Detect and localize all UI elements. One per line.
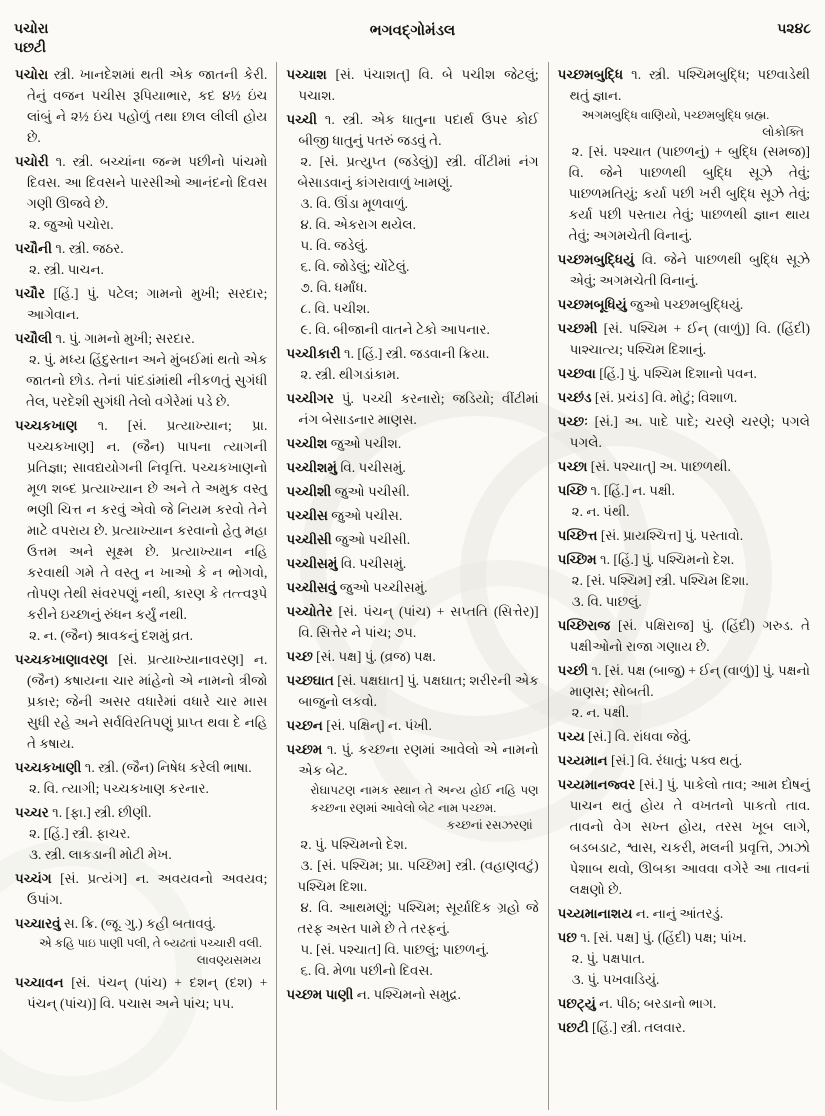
- entry-sense: ૨. ન. પક્ષી.: [571, 705, 629, 720]
- entry-first-line: પચૌલી ૧. પું. ગામનો મુખી; સરદાર.: [15, 331, 195, 346]
- dictionary-entry: [558, 525, 810, 546]
- dictionary-entry: [558, 387, 810, 408]
- entry-first-line: પચોરી ૧. સ્ત્રી. બચ્ચાંના જન્મ પછીનો પાંચમો દિવસ. આ દિવસને પારસીઓ આનંદનો દિવસ ગણી ઊજવે છે.: [15, 154, 268, 211]
- dictionary-entry: [15, 757, 267, 799]
- dictionary-entry: [558, 363, 810, 384]
- entry-headword: પચ્છમ: [286, 742, 323, 757]
- entry-sense: ૩. વિ. ઊંડા મૂળવાળું.: [300, 196, 409, 211]
- entry-first-line: પચ્ય [સં.] વિ. રાંધવા જેવું.: [557, 729, 692, 744]
- entry-headword: પચ્છમબુદ્ધિ: [557, 67, 624, 82]
- dictionary-entry: [286, 601, 538, 643]
- entry-headword: પચોરી: [15, 154, 49, 169]
- entry-headword: પચ્યમાનજ્વર: [557, 777, 636, 792]
- dictionary-entry: [558, 903, 810, 924]
- dictionary-entry: [286, 984, 538, 1005]
- dictionary-entry: [286, 646, 538, 667]
- entry-headword: પચ્છઃ: [557, 414, 588, 429]
- entry-first-line: પચ્ચર ૧. [ફા.] સ્ત્રી. છીણી.: [15, 805, 152, 820]
- entry-first-line: પચ્છિમ ૧. [હિં.] પું. પશ્ચિમનો દેશ.: [557, 552, 735, 567]
- entry-sense: ૩. વિ. પાછલું.: [571, 594, 642, 609]
- dictionary-entry: [558, 774, 810, 900]
- entry-first-line: પચ્ચીશી જુઓ પચીસી.: [286, 484, 410, 499]
- entry-first-line: પચ્છવા [હિં.] પું. પશ્ચિમ દિશાનો પવન.: [557, 366, 757, 381]
- entry-first-line: પચૌની ૧. સ્ત્રી. જઠર.: [15, 241, 124, 256]
- entry-first-line: પચ્ચંગ [સં. પ્રત્યંગ] ન. અવયવનો અવયવ; ઉપાંગ.: [15, 871, 268, 907]
- dictionary-entry: [15, 415, 267, 646]
- entry-headword: પચ્ચાવન: [15, 975, 64, 990]
- entry-sense: ૩. પું. પખવાડિયું.: [571, 972, 660, 987]
- entry-sense: ૩. [સં. પશ્ચિમ; પ્રા. પચ્છિમ] સ્ત્રી. (વહાણવટું) પશ્ચિમ દિશા.: [297, 858, 539, 894]
- entry-headword: પચ્છમબૂધિયું: [557, 297, 627, 312]
- entry-first-line: પચ્છિરાજ [સં. પક્ષિરાજ] પું. (હિંદી) ગરુડ. તે પક્ષીઓનો રાજા ગણાય છે.: [557, 618, 810, 654]
- dictionary-entry: [558, 726, 810, 747]
- entry-headword: પચૌલી: [15, 331, 53, 346]
- dictionary-entry: [15, 913, 267, 969]
- entry-first-line: પચ્ચકખાણી ૧. સ્ત્રી. (જૈન) નિષેધ કરેલી ભાષા.: [15, 760, 252, 775]
- entry-headword: પચ્છા: [557, 459, 588, 474]
- dictionary-entry: [558, 249, 810, 291]
- entry-first-line: પચૌર [હિં.] પું. પટેલ; ગામનો મુખી; સરદાર; આગેવાન.: [15, 286, 268, 322]
- entry-first-line: પચ્છા [સં. પશ્ચાત્] અ. પાછળથી.: [557, 459, 731, 474]
- entry-headword: પચ્છ: [286, 649, 313, 664]
- entry-first-line: પચ્ચાશ [સં. પંચાશત્] વિ. બે પચીશ જેટલું; પચાશ.: [286, 67, 539, 103]
- entry-headword: પચ્ચારવું: [15, 916, 61, 931]
- entry-headword: પચ્ચાશ: [286, 67, 327, 82]
- entry-headword: પછ: [557, 930, 577, 945]
- entry-headword: પચૌની: [15, 241, 52, 256]
- dictionary-entry: [286, 64, 538, 106]
- entry-sense: ૬. વિ. મેળા પછીનો દિવસ.: [300, 963, 433, 978]
- entry-headword: પચ્છિરાજ: [557, 618, 611, 633]
- dictionary-entry: [558, 411, 810, 453]
- entry-headword: પચ્છી: [557, 663, 588, 678]
- entry-headword: પચ્ચીસમું: [286, 556, 338, 571]
- guide-words: [14, 20, 144, 58]
- dictionary-entry: [286, 505, 538, 526]
- entry-headword: પચ્ય: [557, 729, 585, 744]
- dictionary-entry: [286, 529, 538, 550]
- entry-first-line: પચ્ચીશમું વિ. પચીસમું.: [286, 460, 406, 475]
- entry-first-line: પચ્ચીસમું વિ. પચીસમું.: [286, 556, 407, 571]
- entry-first-line: પચ્યમાનાશય ન. નાનું આંતરડું.: [557, 906, 724, 921]
- entry-headword: પચોરા: [15, 67, 49, 82]
- entry-first-line: પચ્છમબુદ્ધિયું વિ. જેને પાછળથી બુદ્ધિ સૂઝે એવું; અગમચેતી વિનાનું.: [557, 252, 810, 288]
- dictionary-entry: [15, 283, 267, 325]
- entry-sense: ૮. વિ. પચીશ.: [300, 301, 370, 316]
- entry-headword: પચ્છવા: [557, 366, 596, 381]
- entry-first-line: પછટ્યું ન. પીઠ; બરડાનો ભાગ.: [557, 996, 717, 1011]
- entry-sense: ૨. [સં. પ્રત્યુપ્ત (જડેલું)] સ્ત્રી. વીંટીમાં નંગ બેસાડવાનું કાંગરાવાળું ખામણું.: [297, 154, 539, 190]
- dictionary-entry: [15, 972, 267, 1014]
- entry-first-line: પચ્ચી ૧. સ્ત્રી. એક ધાતુના પદાર્થ ઉપર કોઈ બીજી ધાતુનું પતરું જડવું તે.: [286, 112, 539, 148]
- entry-first-line: પચ્છન [સં. પક્ષિન્] ન. પંખી.: [286, 718, 432, 733]
- entry-first-line: પચ્યમાન [સં.] વિ. રંધાતું; પક્વ થતું.: [557, 753, 743, 768]
- dictionary-entry: [15, 238, 267, 280]
- entry-first-line: પચ્છમબુદ્ધિ ૧. સ્ત્રી. પશ્ચિમબુદ્ધિ; પછવાડેથી થતું જ્ઞાન.: [557, 67, 810, 103]
- entry-headword: પચ્છિમ: [557, 552, 597, 567]
- entry-first-line: પચ્છંડ [સં. પ્રચંડ] વિ. મોટું; વિશાળ.: [557, 390, 738, 405]
- dictionary-entry: [558, 456, 810, 477]
- dictionary-entry: [286, 739, 538, 981]
- entry-first-line: પચ્ચીસવું જુઓ પચ્ચીસમું.: [286, 580, 428, 595]
- entry-first-line: પચ્ચીગર પું. પચ્ચી કરનારો; જડિયો; વીંટીમાં નંગ બેસાડનાર માણસ.: [286, 391, 539, 427]
- entry-attribution: લાવણ્યસમય: [196, 953, 262, 967]
- dictionary-entry: [15, 328, 267, 412]
- entry-headword: પચ્છંડ: [557, 390, 592, 405]
- entry-sense: ૫. [સં. પશ્ચાત] વિ. પાછલું; પાછળનું.: [300, 942, 489, 957]
- entry-headword: પચ્ચકખાણાવરણ: [15, 652, 108, 667]
- dictionary-entry: [286, 553, 538, 574]
- entry-sense: ૨. [સં. પશ્ચિમ] સ્ત્રી. પશ્ચિમ દિશા.: [571, 573, 749, 588]
- entry-first-line: પચ્છમબૂધિયું જુઓ પચ્છમબુદ્ધિયું.: [557, 297, 744, 312]
- entry-headword: પચ્છમી: [557, 321, 598, 336]
- page-number: ૫૨૪૮: [777, 22, 811, 37]
- dictionary-entry: [15, 151, 267, 235]
- dictionary-entry: [15, 649, 267, 754]
- dictionary-entry: [286, 457, 538, 478]
- entry-headword: પચ્ચોતેર: [286, 604, 333, 619]
- column-3: [548, 62, 819, 1110]
- dictionary-entry: [286, 388, 538, 430]
- entry-headword: પચ્છઘાત: [286, 673, 334, 688]
- dictionary-entry: [558, 549, 810, 612]
- entry-sense: ૩. સ્ત્રી. લાકડાની મોટી મેખ.: [29, 847, 172, 862]
- entry-quote: અગમબુદ્ધિ વાણિયો, પચ્છમબુદ્ધિ બ્રહ્મ.: [581, 108, 770, 122]
- entry-sense: ૬. વિ. જોડેલું; ચોંટેલું.: [300, 259, 410, 274]
- entry-first-line: પછટી [હિં.] સ્ત્રી. તલવાર.: [557, 1020, 686, 1035]
- entry-headword: પછટ્યું: [557, 996, 596, 1011]
- dictionary-entry: [286, 433, 538, 454]
- entry-first-line: પચ્છમી [સં. પશ્ચિમ + ઈન્ (વાળું)] વિ. (હિંદી) પાશ્ચાત્ય; પશ્ચિમ દિશાનું.: [557, 321, 810, 357]
- entry-headword: પચ્ચીગર: [286, 391, 334, 406]
- dictionary-entry: [558, 615, 810, 657]
- dictionary-entry: [15, 802, 267, 865]
- entry-sense: ૨. ન. (જૈન) શ્રાવકનું દશમું વ્રત.: [29, 628, 193, 643]
- entry-sense: ૯. વિ. બીજાની વાતને ટેકો આપનાર.: [300, 322, 490, 337]
- dictionary-entry: [558, 993, 810, 1014]
- entry-headword: પચ્ચીકારી: [286, 346, 341, 361]
- entry-sense: ૨. પું. પક્ષપાત.: [571, 951, 645, 966]
- column-1: [6, 62, 276, 1110]
- entry-first-line: પચ્ચારવું સ. ક્રિ. (જૂ. ગુ.) કહી બતાવવું.: [15, 916, 216, 931]
- entry-first-line: પચોરા સ્ત્રી. ખાનદેશમાં થતી એક જાતની કેરી. તેનું વજન પચીસ રૂપિયાભાર, કદ ૪½ ઇંચ લાંબું ને ૨½ ઇંચ પહોળું તથા છાલ લીલી હોય છે.: [15, 67, 268, 145]
- entry-first-line: પચ્છમ ૧. પું. કચ્છના રણમાં આવેલો એ નામનો એક બેટ.: [286, 742, 539, 778]
- dictionary-entry: [15, 868, 267, 910]
- entry-headword: પચ્ચીસ: [286, 508, 328, 523]
- dictionary-entry: [558, 318, 810, 360]
- guide-word-top: પચોરા: [14, 22, 49, 37]
- entry-first-line: પચ્છિ ૧. [હિં.] ન. પક્ષી.: [557, 483, 675, 498]
- entry-sense: ૨. ન. પંથી.: [571, 504, 630, 519]
- entry-headword: પછટી: [557, 1020, 589, 1035]
- dictionary-entry: [558, 750, 810, 771]
- dictionary-entry: [558, 660, 810, 723]
- entry-first-line: પચ્ચોતેર [સં. પંચન્ (પાંચ) + સપ્તતિ (સિત્તેર)] વિ. સિત્તેર ને પાંચ; ૭૫.: [286, 604, 539, 640]
- text-columns: [6, 62, 819, 1110]
- dictionary-entry: [558, 480, 810, 522]
- entry-headword: પચ્યમાન: [557, 753, 608, 768]
- entry-sense: ૪. વિ. આથમણું; પશ્ચિમ; સૂર્યાદિક ગ્રહો જે તરફ અસ્ત પામે છે તે તરફનું.: [297, 900, 539, 936]
- entry-sense: ૨. પું. મધ્ય હિંદુસ્તાન અને મુંબઈમાં થતો એક જાતનો છોડ. તેનાં પાંદડાંમાંથી નીકળતું સુગંધી તેલ, પરદેશી સુગંધી તેલો વગેરેમાં પડે છે.: [26, 352, 268, 409]
- entry-headword: પચ્ચીસી: [286, 532, 332, 547]
- entry-first-line: પછ ૧. [સં. પક્ષ] પું. (હિંદી) પક્ષ; પાંખ.: [557, 930, 747, 945]
- entry-first-line: પચ્ચીશ જુઓ પચીશ.: [286, 436, 402, 451]
- entry-first-line: પચ્છિત્ત [સં. પ્રાયશ્ચિત્ત] પું. પસ્તાવો.: [557, 528, 744, 543]
- entry-quote: એ કહિ પાઇ પાણી પલી, તે બ્યઢતાં પચ્ચારી વલી.: [39, 936, 262, 950]
- entry-headword: પચ્ચર: [15, 805, 49, 820]
- dictionary-entry: [558, 1017, 810, 1038]
- entry-headword: પચ્યમાનાશય: [557, 906, 633, 921]
- entry-headword: પચૌર: [15, 286, 46, 301]
- entry-sense: ૨. [હિં.] સ્ત્રી. ફાચર.: [29, 826, 131, 841]
- entry-sense: ૨. વિ. ત્યાગી; પચ્ચકખાણ કરનાર.: [29, 781, 209, 796]
- entry-headword: પચ્ચીસવું: [286, 580, 337, 595]
- entry-headword: પચ્ચીશી: [286, 484, 332, 499]
- dictionary-entry: [286, 670, 538, 712]
- entry-first-line: પચ્ચીસ જુઓ પચીસ.: [286, 508, 403, 523]
- entry-first-line: પચ્યમાનજ્વર [સં.] પું. પાકેલો તાવ; આમ દોષનું પાચન થતું હોય તે વખતનો પાકતો તાવ. તાવનો વેગ સખ્ત હોય, તરસ ખૂબ લાગે, બડબડાટ, શ્વાસ, ચકરી, મલની પ્રવૃત્તિ, ઝાઝો પેશાબ થવો, ઊબકા આવવા વગેરે આ તાવનાં લક્ષણો છે.: [557, 777, 810, 897]
- entry-headword: પચ્છિ: [557, 483, 588, 498]
- entry-first-line: પચ્ચકખાણ ૧. [સં. પ્રત્યાખ્યાન; પ્રા. પચ્ચકખાણ] ન. (જૈન) પાપના ત્યાગની પ્રતિજ્ઞા; સાવદ્યયોગની નિવૃત્તિ. પચ્ચકખાણનો મૂળ શબ્દ પ્રત્યાખ્યાન છે અને તે અમુક વસ્તુ ભણી ચિત્ત ન કરવું એવો જે નિયમ કરવો તેને માટે વપરાય છે. પ્રત્યાખ્યાન કરવાનો હેતુ મહા ઉત્તમ અને સૂક્ષ્મ છે. પ્રત્યાખ્યાન નહિ કરવાથી ગમે તે વસ્તુ ન ખાઓ કે ન ભોગવો, તોપણ તેથી સંવરપણું નથી, કારણ કે તત્ત્વરૂપે કરીને ઇચ્છાનું રુંધન કર્યું નથી.: [15, 418, 268, 622]
- column-2: [276, 62, 547, 1110]
- entry-sense: ૨. સ્ત્રી. થીગડાંકામ.: [300, 367, 400, 382]
- dictionary-entry: [558, 927, 810, 990]
- entry-first-line: પચ્ચકખાણાવરણ [સં. પ્રત્યાખ્યાનાવરણ] ન. (જૈન) કષાયના ચાર માંહેનો એ નામનો ત્રીજો પ્રકાર; જેની અસર વધારેમાં વધારે ચાર માસ સુધી રહે અને સર્વવિરતિપણું પ્રાપ્ત થવા દે નહિ તે કષાય.: [15, 652, 268, 751]
- entry-sense: ૫. વિ. જડેલું.: [300, 238, 368, 253]
- entry-sense: ૨. જુઓ પચોરા.: [29, 217, 114, 232]
- entry-sense: ૨. પું. પશ્ચિમનો દેશ.: [300, 837, 408, 852]
- entry-quote: રોઘાપટણ નામક સ્થાન તે અન્ય હોઈ નહિ પણ કચ્છના રણમાં આવેલો બેટ નામ પચ્છમ.: [310, 783, 539, 815]
- entry-headword: પચ્છન: [286, 718, 323, 733]
- entry-first-line: પચ્ચીસી જુઓ પચીસી.: [286, 532, 411, 547]
- dictionary-entry: [286, 109, 538, 340]
- dictionary-entry: [286, 577, 538, 598]
- dictionary-title: ભગવદ્ગોમંડલ: [369, 23, 456, 39]
- guide-word-bottom: પછટી: [14, 41, 47, 56]
- dictionary-entry: [286, 343, 538, 385]
- entry-sense: ૭. વિ. ધર્માંધ.: [300, 280, 368, 295]
- entry-first-line: પચ્છઃ [સં.] અ. પાદે પાદે; ચરણે ચરણે; પગલે પગલે.: [557, 414, 810, 450]
- entry-headword: પચ્ચી: [286, 112, 317, 127]
- entry-headword: પચ્છમબુદ્ધિયું: [557, 252, 635, 267]
- entry-sense: ૨. [સં. પશ્ચાત (પાછળનું) + બુદ્ધિ (સમજ)] વિ. જેને પાછળથી બુદ્ધિ સૂઝે તેવું; પાછળમતિયું; કર્યા પછી ખરી બુદ્ધિ સૂઝે તેવું; કર્યા પછી પસ્તાય તેવું; પાછળથી જ્ઞાન થાય તેવું; અગમચેતી વિનાનું.: [568, 144, 810, 243]
- entry-headword: પચ્ચકખાણ: [15, 418, 78, 433]
- entry-sense: ૨. સ્ત્રી. પાચન.: [29, 262, 104, 277]
- dictionary-entry: [558, 64, 810, 246]
- entry-attribution: લોકોક્તિ: [762, 125, 804, 139]
- entry-first-line: પચ્છઘાત [સં. પક્ષઘાત] પું. પક્ષઘાત; શરીરની એક બાજુનો લકવો.: [286, 673, 539, 709]
- entry-headword: પચ્છમ પાણી: [286, 987, 354, 1002]
- entry-first-line: પચ્ચીકારી ૧. [હિં.] સ્ત્રી. જડવાની ક્રિયા.: [286, 346, 490, 361]
- entry-headword: પચ્ચકખાણી: [15, 760, 82, 775]
- entry-first-line: પચ્છમ પાણી ન. પશ્ચિમનો સમુદ્ર.: [286, 987, 461, 1002]
- page-header: [14, 20, 811, 58]
- entry-headword: પચ્છિત્ત: [557, 528, 598, 543]
- entry-first-line: પચ્ચાવન [સં. પંચન્ (પાંચ) + દશન્ (દશ) + પંચન્ (પાંચ)] વિ. પચાસ અને પાંચ; ૫૫.: [15, 975, 268, 1011]
- entry-headword: પચ્ચીશમું: [286, 460, 337, 475]
- dictionary-entry: [15, 64, 267, 148]
- entry-first-line: પચ્છ [સં. પક્ષ] પું. (વ્રજ) પક્ષ.: [286, 649, 436, 664]
- dictionary-entry: [286, 715, 538, 736]
- dictionary-entry: [558, 294, 810, 315]
- entry-first-line: પચ્છી ૧. [સં. પક્ષ (બાજુ) + ઈન્ (વાળું)] પું. પક્ષનો માણસ; સોબતી.: [557, 663, 810, 699]
- entry-headword: પચ્ચંગ: [15, 871, 52, 886]
- entry-headword: પચ્ચીશ: [286, 436, 328, 451]
- dictionary-entry: [286, 481, 538, 502]
- entry-sense: ૪. વિ. એકરાગ થયેલ.: [300, 217, 416, 232]
- entry-attribution: કચ્છનાં રસઝરણાં: [446, 818, 533, 832]
